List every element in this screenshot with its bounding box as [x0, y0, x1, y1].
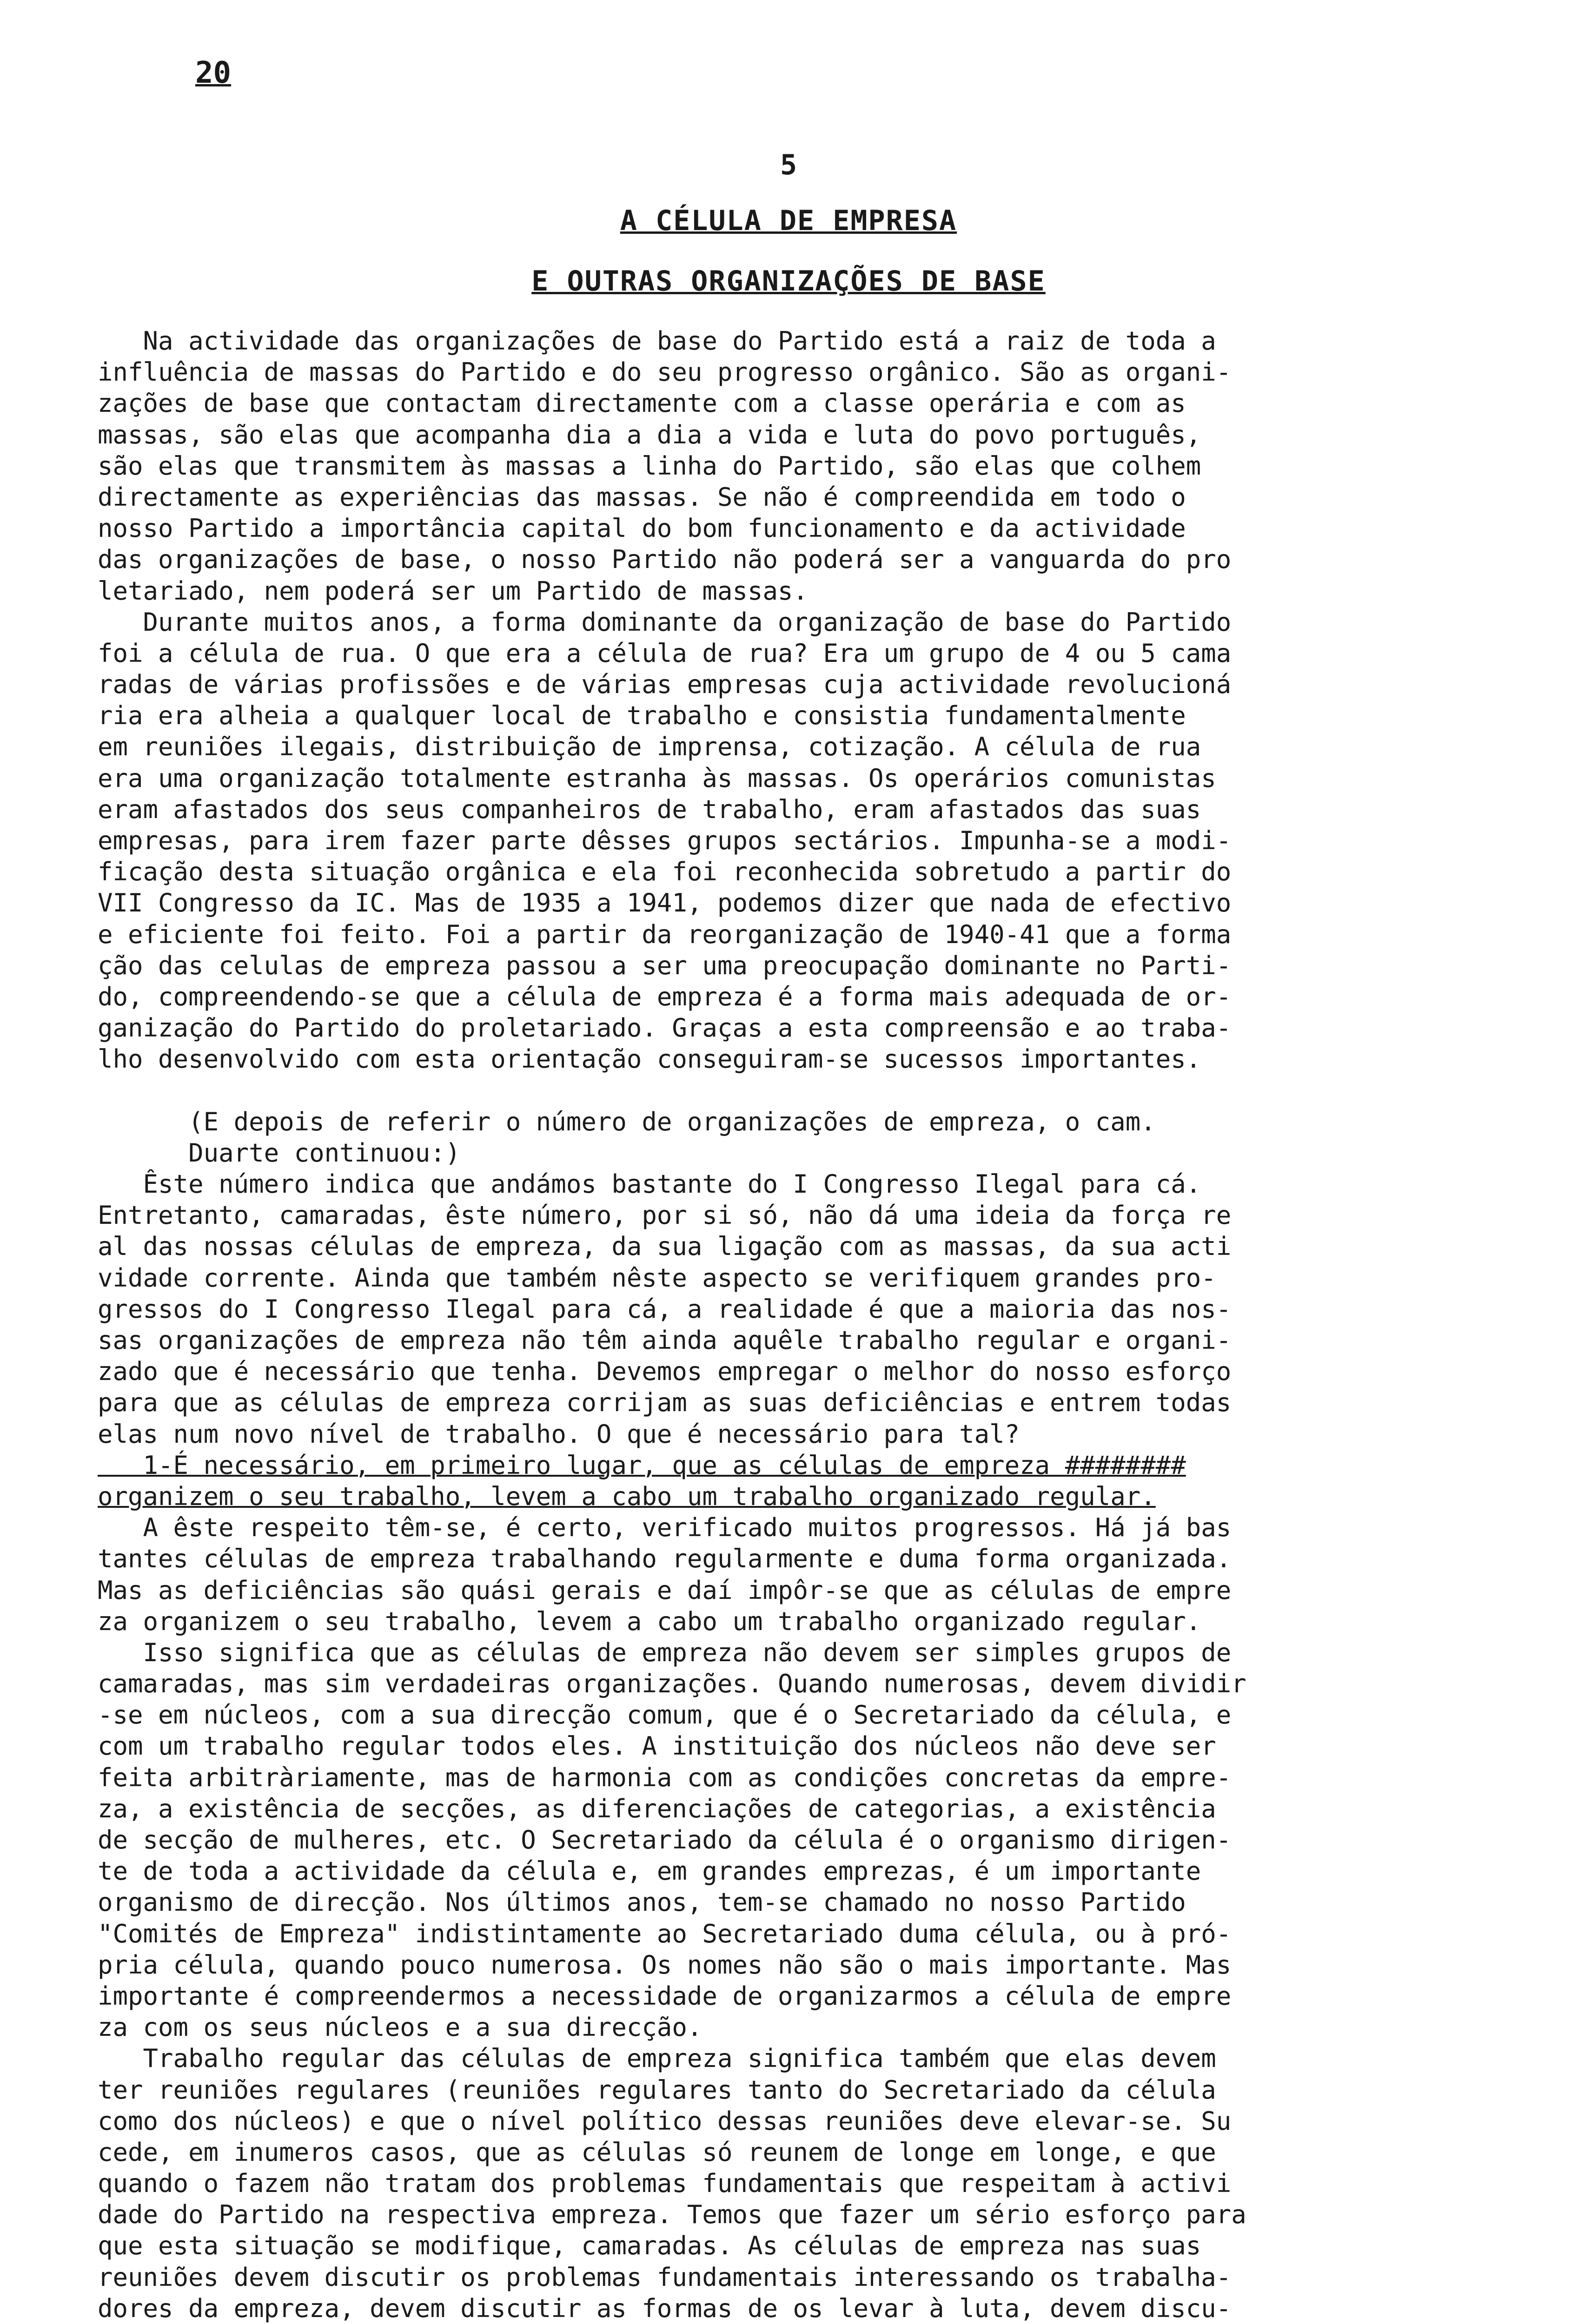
section-number: 5 — [780, 149, 797, 181]
text-line: organizem o seu trabalho, levem a cabo um trabalho organizado regular. — [98, 1481, 1156, 1511]
text-line: com um trabalho regular todos eles. A instituição dos núcleos não deve ser — [98, 1731, 1216, 1761]
text-line: massas, são elas que acompanha dia a dia a vida e luta do povo português, — [98, 420, 1201, 449]
text-line: radas de várias profissões e de várias empresas cuja actividade revolucioná — [98, 670, 1232, 700]
section-title — [0, 205, 1577, 237]
text-line: -se em núcleos, com a sua direcção comum, que é o Secretariado da célula, e — [98, 1700, 1232, 1730]
text-line: nosso Partido a importância capital do bom funcionamento e da actividade — [98, 514, 1186, 543]
text-line: Êste número indica que andámos bastante do I Congresso Ilegal para cá. — [98, 1169, 1201, 1199]
text-line: importante é compreendermos a necessidade de organizarmos a célula de empre — [98, 1981, 1232, 2011]
text-line: ria era alheia a qualquer local de trabalho e consistia fundamentalmente — [98, 701, 1186, 731]
text-line: que esta situação se modifique, camaradas. As células de empreza nas suas — [98, 2231, 1201, 2261]
text-line: Isso significa que as células de empreza não devem ser simples grupos de — [98, 1637, 1232, 1667]
text-line: VII Congresso da IC. Mas de 1935 a 1941, podemos dizer que nada de efectivo — [98, 888, 1232, 918]
text-line: al das nossas células de empreza, da sua ligação com as massas, da sua acti — [98, 1232, 1232, 1261]
text-line: quando o fazem não tratam dos problemas fundamentais que respeitam à activi — [98, 2169, 1232, 2199]
text-line: são elas que transmitem às massas a linha do Partido, são elas que colhem — [98, 451, 1201, 481]
text-line: zações de base que contactam directamente com a classe operária e com as — [98, 389, 1186, 418]
text-line: letariado, nem poderá ser um Partido de massas. — [98, 576, 808, 606]
text-line: Trabalho regular das células de empreza significa também que elas devem — [98, 2044, 1216, 2073]
text-line: sas organizações de empreza não têm ainda aquêle trabalho regular e organi- — [98, 1326, 1232, 1355]
text-line: "Comités de Empreza" indistintamente ao Secretariado duma célula, ou à pró- — [98, 1919, 1232, 1948]
text-line: ter reuniões regulares (reuniões regulares tanto do Secretariado da célula — [98, 2075, 1216, 2105]
text-line: za, a existência de secções, as diferenciações de categorias, a existência — [98, 1794, 1216, 1823]
text-line: dade do Partido na respectiva empreza. Temos que fazer um sério esforço para — [98, 2200, 1246, 2230]
text-line: foi a célula de rua. O que era a célula de rua? Era um grupo de 4 ou 5 cama — [98, 638, 1232, 668]
text-line: organismo de direcção. Nos últimos anos, tem-se chamado no nosso Partido — [98, 1888, 1186, 1917]
text-line: ganização do Partido do proletariado. Graças a esta compreensão e ao traba- — [98, 1013, 1232, 1043]
text-line: za com os seus núcleos e a sua direcção. — [98, 2013, 702, 2042]
text-line: das organizações de base, o nosso Partido não poderá ser a vanguarda do pro — [98, 545, 1232, 574]
text-line: za organizem o seu trabalho, levem a cabo um trabalho organizado regular. — [98, 1606, 1201, 1636]
text-line: de secção de mulheres, etc. O Secretariado da célula é o organismo dirigen- — [98, 1825, 1232, 1855]
text-line: em reuniões ilegais, distribuição de imprensa, cotização. A célula de rua — [98, 732, 1201, 762]
text-line: tantes células de empreza trabalhando regularmente e duma forma organizada. — [98, 1544, 1232, 1574]
text-line: zado que é necessário que tenha. Devemos empregar o melhor do nosso esforço — [98, 1357, 1232, 1386]
text-line: influência de massas do Partido e do seu progresso orgânico. São as organi- — [98, 357, 1232, 387]
text-line: vidade corrente. Ainda que também nêste aspecto se verifiquem grandes pro- — [98, 1263, 1216, 1293]
text-line: Entretanto, camaradas, êste número, por si só, não dá uma ideia da força re — [98, 1201, 1232, 1230]
text-line: empresas, para irem fazer parte dêsses grupos sectários. Impunha-se a modi- — [98, 826, 1232, 855]
text-line: reuniões devem discutir os problemas fundamentais interessando os trabalha- — [98, 2262, 1232, 2292]
text-line: Mas as deficiências são quási gerais e daí impôr-se que as células de empre — [98, 1575, 1232, 1605]
text-line: elas num novo nível de trabalho. O que é necessário para tal? — [98, 1419, 1020, 1449]
text-line: Na actividade das organizações de base do Partido está a raiz de toda a — [98, 326, 1216, 356]
text-line: e eficiente foi feito. Foi a partir da reorganização de 1940-41 que a forma — [98, 919, 1232, 949]
text-line: dores da empreza, devem discutir as formas de os levar à luta, devem discu- — [98, 2293, 1232, 2323]
text-line: pria célula, quando pouco numerosa. Os nomes não são o mais importante. Mas — [98, 1950, 1232, 1980]
text-line: cede, em inumeros casos, que as células só reunem de longe em longe, e que — [98, 2137, 1216, 2167]
text-line: directamente as experiências das massas. Se não é compreendida em todo o — [98, 482, 1186, 512]
body-text — [98, 325, 1483, 2324]
text-line: (E depois de referir o número de organizações de empreza, o cam. — [98, 1107, 1156, 1136]
text-line: ficação desta situação orgânica e ela foi reconhecida sobretudo a partir do — [98, 857, 1232, 887]
text-line: Durante muitos anos, a forma dominante da organização de base do Partido — [98, 607, 1232, 637]
text-line: eram afastados dos seus companheiros de trabalho, eram afastados das suas — [98, 794, 1201, 824]
text-line: ção das celulas de empreza passou a ser uma preocupação dominante no Parti- — [98, 951, 1232, 980]
text-line: te de toda a actividade da célula e, em grandes emprezas, é um importante — [98, 1856, 1201, 1886]
text-line: A êste respeito têm-se, é certo, verificado muitos progressos. Há já bas — [98, 1513, 1232, 1543]
text-line — [98, 1075, 1483, 1106]
text-line: camaradas, mas sim verdadeiras organizações. Quando numerosas, devem dividir — [98, 1669, 1246, 1699]
section-subtitle-text: E OUTRAS ORGANIZAÇÕES DE BASE — [531, 265, 1046, 297]
text-line: lho desenvolvido com esta orientação conseguiram-se sucessos importantes. — [98, 1044, 1201, 1074]
section-subtitle — [0, 265, 1577, 297]
text-line: para que as células de empreza corrijam as suas deficiências e entrem todas — [98, 1388, 1232, 1418]
page-number: 20 — [195, 56, 232, 90]
text-line: 1-É necessário, em primeiro lugar, que as células de empreza ######## — [98, 1450, 1186, 1480]
text-line: do, compreendendo-se que a célula de empreza é a forma mais adequada de or- — [98, 982, 1232, 1011]
text-line: feita arbitràriamente, mas de harmonia com as condições concretas da empre- — [98, 1763, 1232, 1792]
text-line: Duarte continuou:) — [98, 1138, 461, 1168]
text-line: gressos do I Congresso Ilegal para cá, a realidade é que a maioria das nos- — [98, 1294, 1232, 1324]
text-line: como dos núcleos) e que o nível político dessas reuniões deve elevar-se. Su — [98, 2106, 1232, 2136]
section-title-text: A CÉLULA DE EMPRESA — [620, 205, 957, 237]
text-line: era uma organização totalmente estranha às massas. Os operários comunistas — [98, 763, 1216, 793]
